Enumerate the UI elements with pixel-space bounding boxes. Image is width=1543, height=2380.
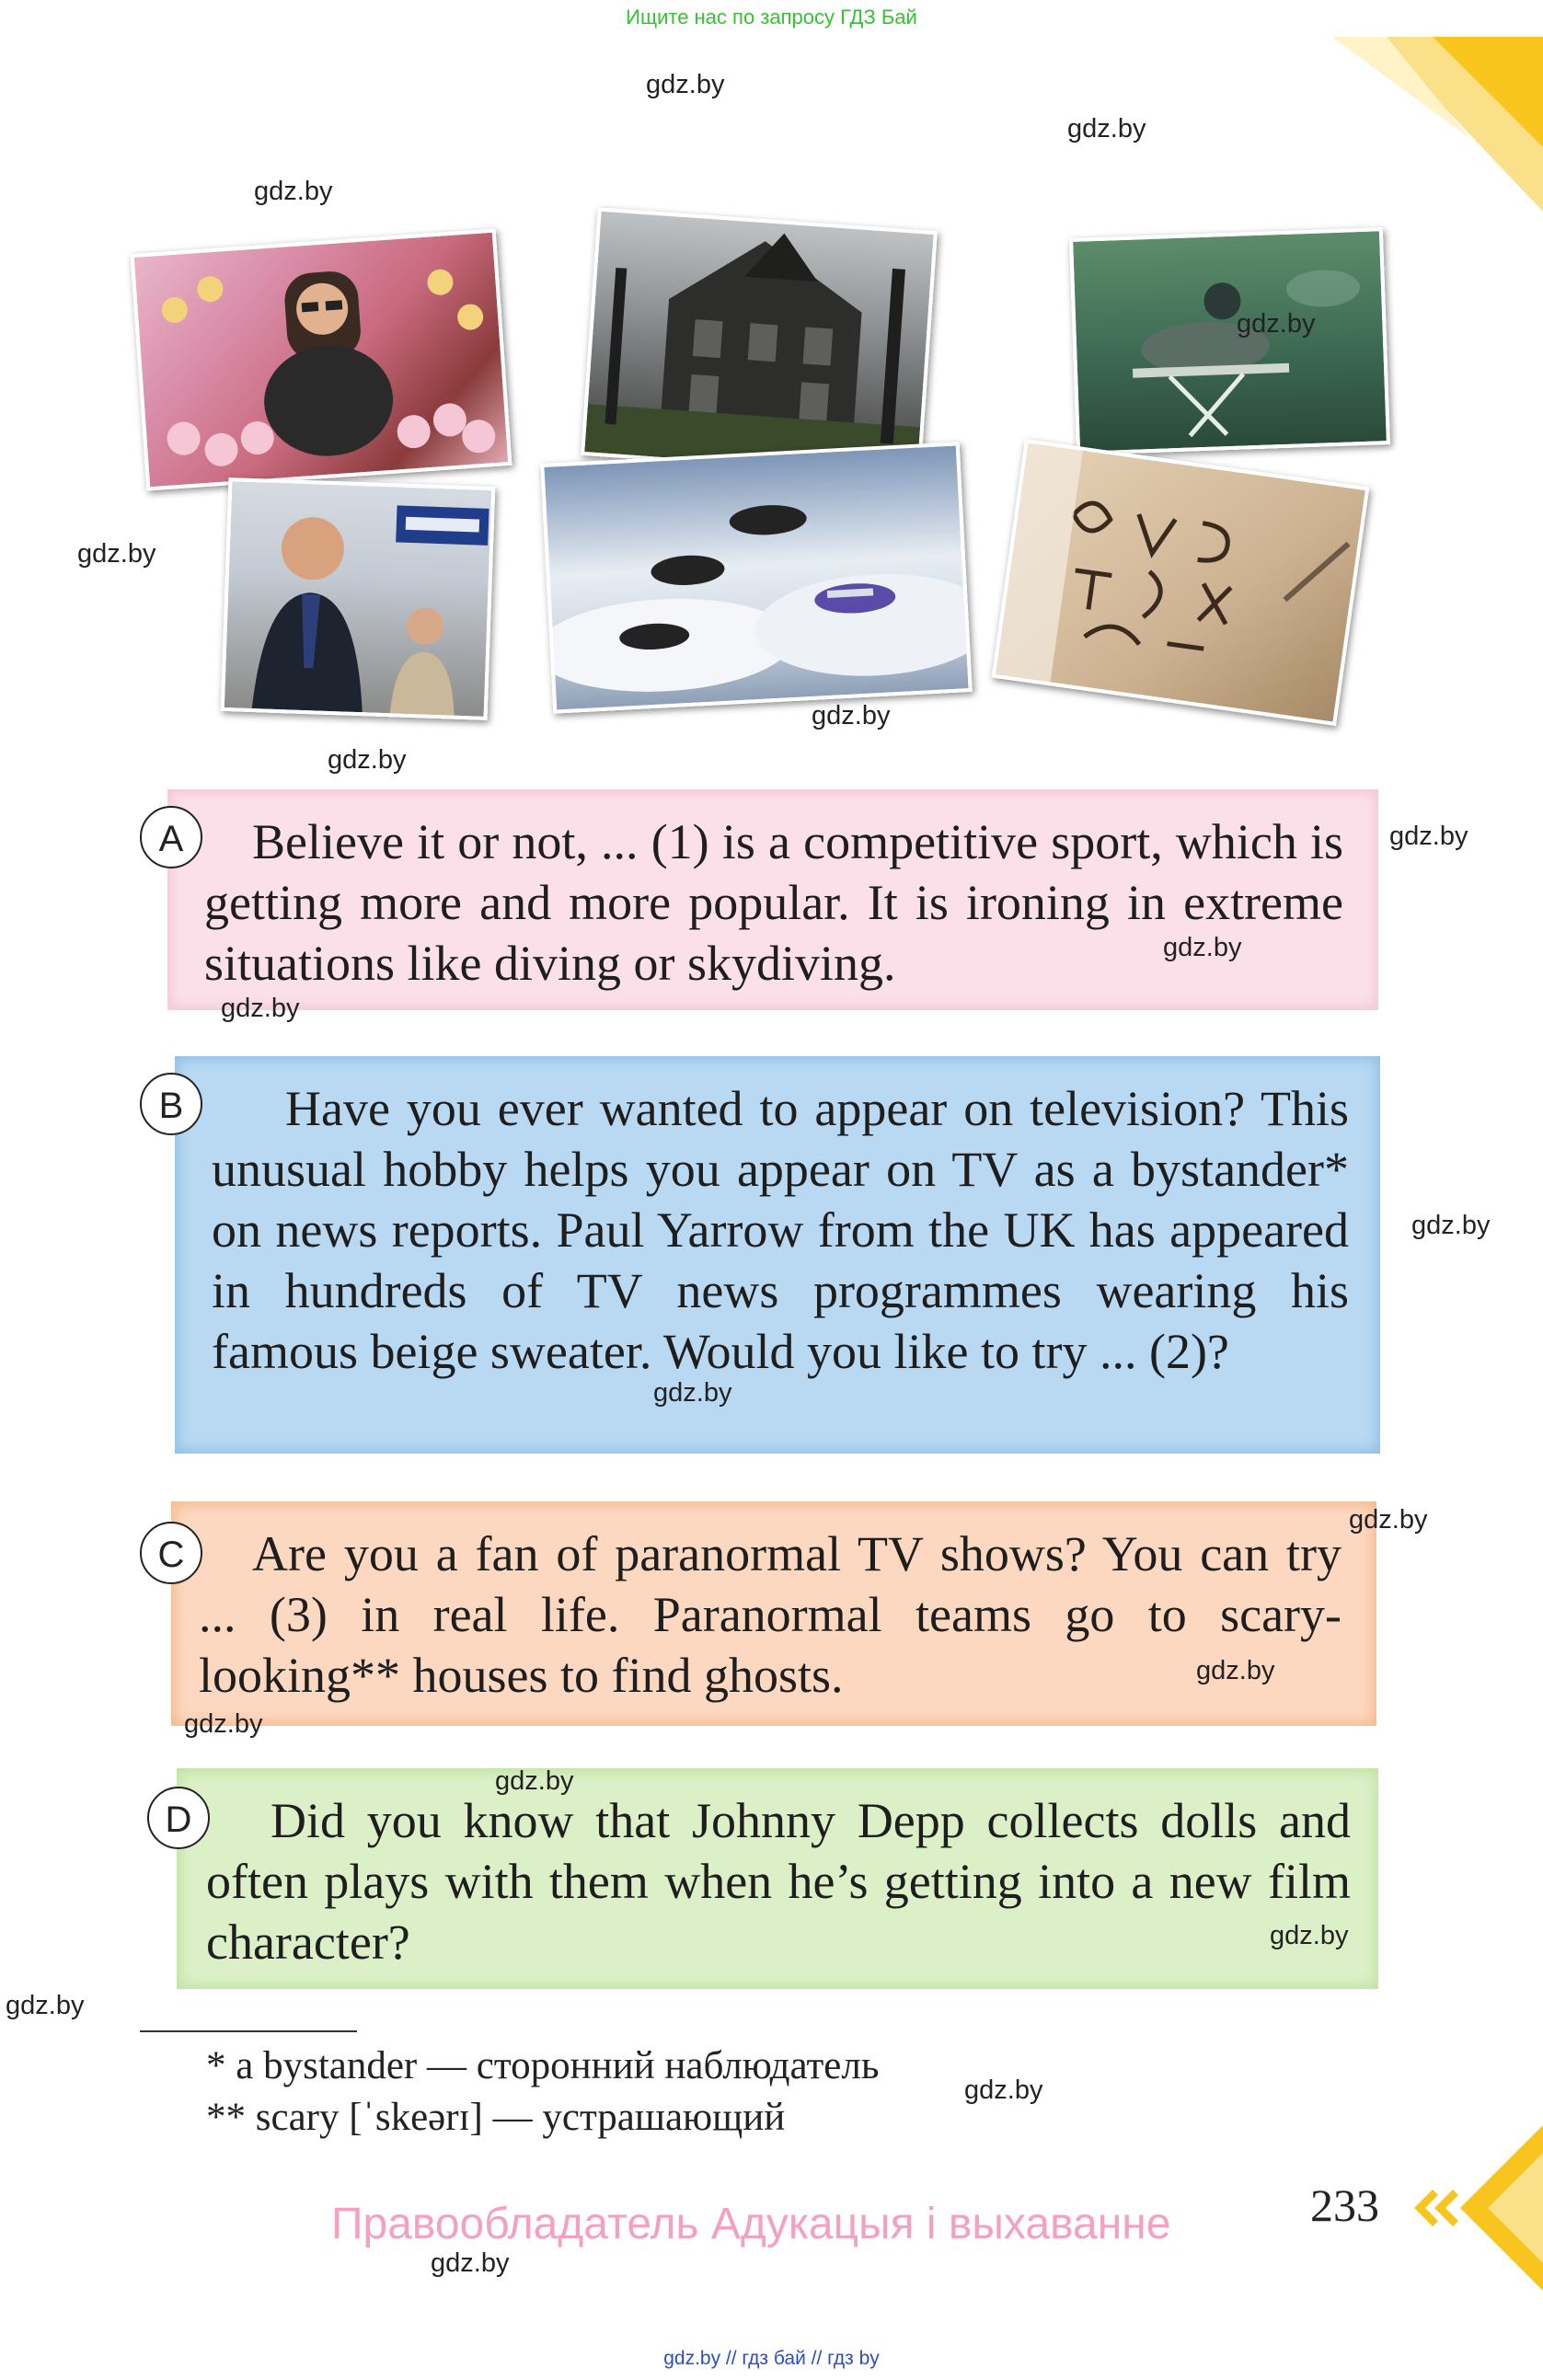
watermark: gdz.by <box>812 701 891 730</box>
bottom-links[interactable]: gdz.by // гдз бай // гдз by <box>663 2348 880 2369</box>
watermark: gdz.by <box>431 2248 510 2278</box>
watermark: gdz.by <box>6 1991 85 2020</box>
watermark: gdz.by <box>646 70 725 99</box>
watermark: gdz.by <box>328 745 407 775</box>
photo-calligraphy <box>992 439 1370 726</box>
card-c-letter: C <box>140 1522 202 1584</box>
watermark: gdz.by <box>1237 309 1316 339</box>
page-arrow-decoration <box>1396 2116 1543 2300</box>
card-d <box>177 1768 1378 1989</box>
photo-tv-bystander <box>221 477 496 720</box>
card-d-letter: D <box>147 1787 210 1849</box>
photo-haunted-house <box>581 207 938 478</box>
watermark: gdz.by <box>1196 1656 1275 1685</box>
watermark: gdz.by <box>1411 1211 1491 1240</box>
watermark: gdz.by <box>653 1378 732 1408</box>
page-number: 233 <box>1310 2179 1379 2231</box>
footnote-scary: ** scary [ˈskeərɪ] — устрашающий <box>206 2096 786 2139</box>
watermark: gdz.by <box>184 1709 263 1739</box>
top-banner[interactable]: Ищите нас по запросу ГДЗ Бай <box>626 6 917 29</box>
card-b-letter: B <box>140 1073 202 1135</box>
card-a <box>167 789 1378 1010</box>
watermark: gdz.by <box>77 539 156 569</box>
photo-dolls <box>130 228 512 490</box>
watermark: gdz.by <box>1270 1921 1349 1950</box>
corner-decoration-top <box>1276 37 1543 212</box>
card-a-text: Believe it or not, ... (1) is a competitive sport, which is getting more and more popular. It is ironing in extreme situations like diving or skydiving. <box>204 814 1343 991</box>
card-c <box>171 1501 1376 1726</box>
watermark: gdz.by <box>1389 822 1468 851</box>
card-b <box>175 1056 1380 1454</box>
card-a-letter: A <box>140 806 202 868</box>
watermark: gdz.by <box>1067 114 1146 144</box>
photo-skydiving <box>540 442 973 713</box>
card-b-text: Have you ever wanted to appear on television? This unusual hobby helps you appear on TV as a bystander* on news reports. Paul Yarrow from the UK has appeared in hundreds of TV news programmes wearing his famous beige sweater. Would you like to try ... (2)? <box>212 1081 1349 1379</box>
watermark: gdz.by <box>221 994 300 1023</box>
watermark: gdz.by <box>1163 933 1242 962</box>
watermark: gdz.by <box>964 2075 1043 2105</box>
watermark: gdz.by <box>495 1766 574 1796</box>
copyright-notice: Правообладатель Адукацыя і выхаванне <box>331 2200 1171 2248</box>
card-d-text: Did you know that Johnny Depp collects dolls and often plays with them when he’s getting into a new film character? <box>206 1793 1351 1970</box>
footnote-divider <box>140 2030 357 2032</box>
watermark: gdz.by <box>254 177 333 206</box>
footnote-bystander: * a bystander — сторонний наблюдатель <box>206 2044 880 2087</box>
watermark: gdz.by <box>1349 1505 1428 1535</box>
photo-underwater-ironing <box>1069 227 1390 455</box>
card-c-text: Are you a fan of paranormal TV shows? You can try ... (3) in real life. Paranormal teams go to scary-looking** houses to find ghosts. <box>199 1526 1341 1703</box>
